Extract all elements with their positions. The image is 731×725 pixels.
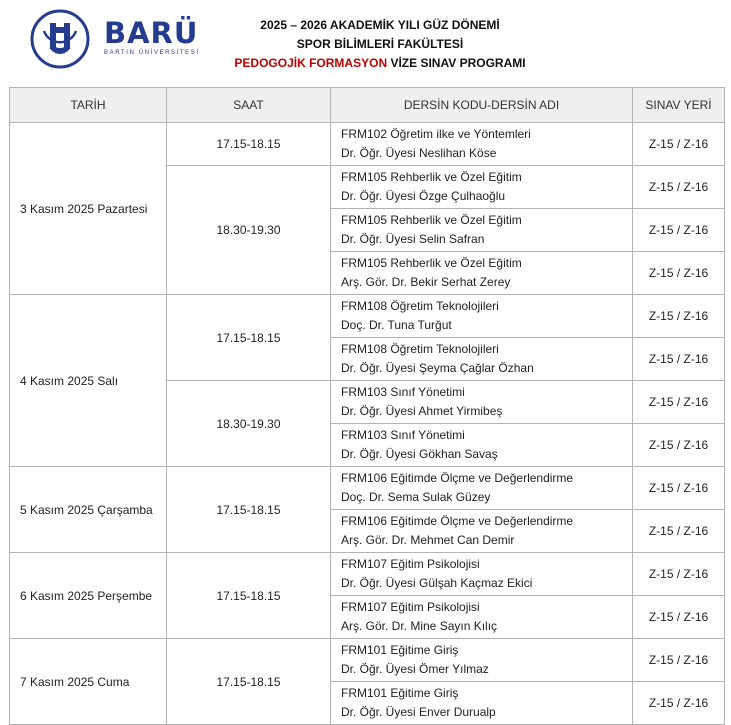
course-name: FRM102 Öğretim ilke ve Yöntemleri: [341, 127, 531, 141]
instructor-name: Arş. Gör. Dr. Bekir Serhat Zerey: [341, 275, 511, 289]
room-cell: Z-15 / Z-16: [633, 467, 725, 510]
course-name: FRM105 Rehberlik ve Özel Eğitim: [341, 256, 522, 270]
course-name: FRM107 Eğitim Psikolojisi: [341, 557, 480, 571]
title-line-3-rest: VİZE SINAV PROGRAMI: [387, 56, 526, 70]
instructor-name: Dr. Öğr. Üyesi Ahmet Yirmibeş: [341, 404, 503, 418]
column-header-date: TARİH: [10, 88, 167, 123]
table-row: [10, 467, 725, 510]
room-cell: Z-15 / Z-16: [633, 424, 725, 467]
date-cell: 7 Kasım 2025 Cuma: [10, 639, 167, 725]
course-name: FRM106 Eğitimde Ölçme ve Değerlendirme: [341, 471, 574, 485]
title-line-3: [190, 54, 570, 73]
course-name: FRM101 Eğitime Giriş: [341, 686, 459, 700]
time-cell: 17.15-18.15: [167, 123, 331, 166]
document-title: [190, 16, 570, 73]
time-cell: 17.15-18.15: [167, 295, 331, 381]
room-cell: Z-15 / Z-16: [633, 123, 725, 166]
title-line-2: SPOR BİLİMLERİ FAKÜLTESİ: [296, 37, 464, 51]
course-cell: [331, 510, 633, 553]
date-cell: 3 Kasım 2025 Pazartesi: [10, 123, 167, 295]
course-name: FRM108 Öğretim Teknolojileri: [341, 342, 499, 356]
course-name: FRM107 Eğitim Psikolojisi: [341, 600, 480, 614]
course-name: FRM101 Eğitime Giriş: [341, 643, 459, 657]
instructor-name: Arş. Gör. Dr. Mehmet Can Demir: [341, 533, 515, 547]
instructor-name: Dr. Öğr. Üyesi Şeyma Çağlar Özhan: [341, 361, 534, 375]
instructor-name: Dr. Öğr. Üyesi Ömer Yılmaz: [341, 662, 489, 676]
date-cell: 4 Kasım 2025 Salı: [10, 295, 167, 467]
course-cell: [331, 252, 633, 295]
instructor-name: Dr. Öğr. Üyesi Selin Safran: [341, 232, 485, 246]
course-cell: [331, 381, 633, 424]
column-header-room: SINAV YERİ: [633, 88, 725, 123]
room-cell: Z-15 / Z-16: [633, 338, 725, 381]
baru-logo-icon: [30, 9, 90, 69]
exam-schedule-table: [9, 87, 725, 725]
instructor-name: Doç. Dr. Tuna Turğut: [341, 318, 452, 332]
course-cell: [331, 467, 633, 510]
instructor-name: Doç. Dr. Sema Sulak Güzey: [341, 490, 491, 504]
time-cell: 18.30-19.30: [167, 381, 331, 467]
table-row: [10, 295, 725, 338]
brand-subtitle: BARTIN ÜNİVERSİTESİ: [104, 50, 200, 56]
instructor-name: Dr. Öğr. Üyesi Gökhan Savaş: [341, 447, 498, 461]
room-cell: Z-15 / Z-16: [633, 252, 725, 295]
course-name: FRM105 Rehberlik ve Özel Eğitim: [341, 170, 522, 184]
brand-name: BARÜ: [104, 16, 199, 50]
course-cell: [331, 639, 633, 682]
room-cell: Z-15 / Z-16: [633, 639, 725, 682]
course-cell: [331, 295, 633, 338]
room-cell: Z-15 / Z-16: [633, 682, 725, 725]
course-cell: [331, 166, 633, 209]
room-cell: Z-15 / Z-16: [633, 596, 725, 639]
room-cell: Z-15 / Z-16: [633, 553, 725, 596]
course-name: FRM103 Sınıf Yönetimi: [341, 428, 465, 442]
room-cell: Z-15 / Z-16: [633, 510, 725, 553]
table-row: [10, 123, 725, 166]
course-name: FRM106 Eğitimde Ölçme ve Değerlendirme: [341, 514, 574, 528]
course-cell: [331, 682, 633, 725]
course-cell: [331, 553, 633, 596]
room-cell: Z-15 / Z-16: [633, 166, 725, 209]
room-cell: Z-15 / Z-16: [633, 295, 725, 338]
instructor-name: Arş. Gör. Dr. Mine Sayın Kılıç: [341, 619, 498, 633]
column-header-course: DERSİN KODU-DERSİN ADI: [331, 88, 633, 123]
page-header: [0, 0, 731, 86]
course-cell: [331, 209, 633, 252]
table-row: [10, 553, 725, 596]
instructor-name: Dr. Öğr. Üyesi Gülşah Kaçmaz Ekici: [341, 576, 533, 590]
room-cell: Z-15 / Z-16: [633, 381, 725, 424]
time-cell: 17.15-18.15: [167, 467, 331, 553]
course-cell: [331, 338, 633, 381]
time-cell: 17.15-18.15: [167, 553, 331, 639]
course-cell: [331, 596, 633, 639]
time-cell: 17.15-18.15: [167, 639, 331, 725]
course-cell: [331, 123, 633, 166]
table-header-row: [10, 88, 725, 123]
time-cell: 18.30-19.30: [167, 166, 331, 295]
course-name: FRM108 Öğretim Teknolojileri: [341, 299, 499, 313]
table-row: [10, 639, 725, 682]
title-line-1: 2025 – 2026 AKADEMİK YILI GÜZ DÖNEMİ: [260, 18, 500, 32]
course-cell: [331, 424, 633, 467]
instructor-name: Dr. Öğr. Üyesi Özge Çulhaoğlu: [341, 189, 506, 203]
date-cell: 6 Kasım 2025 Perşembe: [10, 553, 167, 639]
course-name: FRM103 Sınıf Yönetimi: [341, 385, 465, 399]
instructor-name: Dr. Öğr. Üyesi Enver Durualp: [341, 705, 496, 719]
course-name: FRM105 Rehberlik ve Özel Eğitim: [341, 213, 522, 227]
column-header-time: SAAT: [167, 88, 331, 123]
room-cell: Z-15 / Z-16: [633, 209, 725, 252]
instructor-name: Dr. Öğr. Üyesi Neslihan Köse: [341, 146, 497, 160]
date-cell: 5 Kasım 2025 Çarşamba: [10, 467, 167, 553]
brand-block: [104, 17, 200, 56]
title-line-3-highlight: PEDOGOJİK FORMASYON: [234, 56, 388, 70]
